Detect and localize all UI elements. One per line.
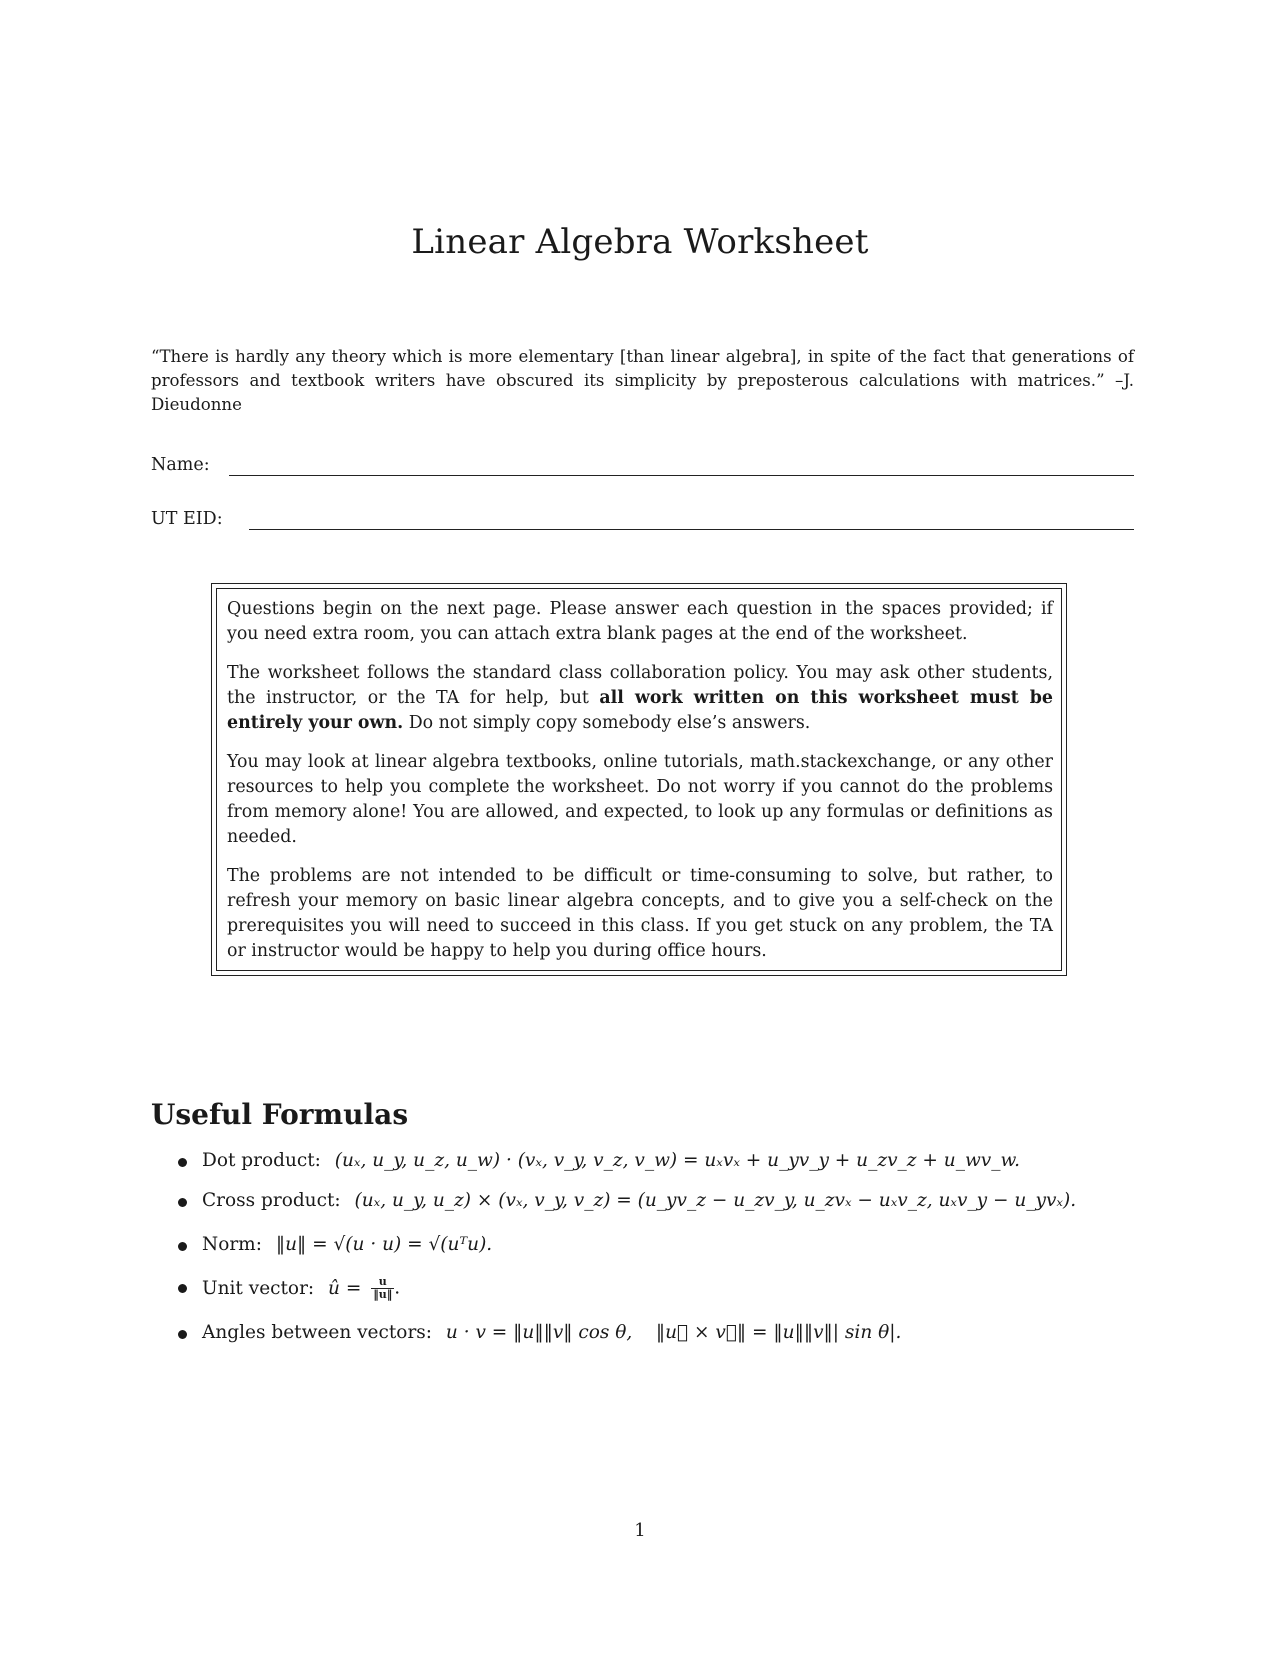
instructions-paragraph-3: You may look at linear algebra textbooks, online tutorials, math.stackexchange, or any other resources to help you complete the worksheet. Do not worry if you cannot do the problems from memory alone! You are allowed, and expected, to look up any formulas or definitions as needed. bbox=[227, 752, 1053, 847]
instructions-box bbox=[211, 583, 1067, 976]
formula-expression: (uₓ, u_y, u_z, u_w) · (vₓ, v_y, v_z, v_w) = uₓvₓ + u_yv_y + u_zv_z + u_wv_w. bbox=[334, 1150, 1021, 1171]
name-field-row bbox=[151, 455, 1134, 485]
formula-expression: û = bbox=[328, 1277, 362, 1299]
instructions-paragraph-2 bbox=[227, 661, 1053, 736]
eid-label: UT EID: bbox=[151, 509, 223, 529]
eid-answer-line[interactable] bbox=[249, 529, 1134, 530]
formula-label: Angles between vectors: bbox=[202, 1322, 433, 1343]
page-title: Linear Algebra Worksheet bbox=[411, 222, 869, 262]
formula-dot-product bbox=[180, 1150, 1020, 1171]
formula-norm bbox=[180, 1234, 492, 1255]
instructions-p2-bold: all work written on this worksheet must be entirely your own. bbox=[227, 688, 1053, 733]
name-answer-line[interactable] bbox=[229, 475, 1134, 476]
section-heading-useful-formulas: Useful Formulas bbox=[151, 1098, 409, 1131]
fraction-numerator: u bbox=[371, 1276, 394, 1289]
instructions-box-inner bbox=[216, 588, 1062, 971]
bullet-icon bbox=[178, 1284, 187, 1293]
eid-field-row bbox=[151, 509, 1134, 539]
instructions-p2-start: The worksheet follows the standard class collaboration policy. You may ask other students, the instructor, or the TA for help, but bbox=[227, 663, 1053, 708]
bullet-icon bbox=[178, 1330, 187, 1339]
formula-expression: ‖u‖ = √(u · u) = √(uᵀu). bbox=[275, 1234, 493, 1255]
instructions-p2-end: Do not simply copy somebody else’s answers. bbox=[403, 713, 811, 733]
formula-label: Norm: bbox=[202, 1234, 262, 1255]
formula-expression: u · v = ‖u‖‖v‖ cos θ, ‖u⃗ × v⃗‖ = ‖u‖‖v‖| sin θ|. bbox=[445, 1322, 902, 1343]
page-number: 1 bbox=[634, 1520, 646, 1541]
formula-expression: (uₓ, u_y, u_z) × (vₓ, v_y, v_z) = (u_yv_z − u_zv_y, u_zvₓ − uₓv_z, uₓv_y − u_yvₓ). bbox=[354, 1190, 1077, 1211]
formula-cross-product bbox=[180, 1190, 1076, 1211]
bullet-icon bbox=[178, 1242, 187, 1251]
epigraph-quote: “There is hardly any theory which is more elementary [than linear algebra], in spite of the fact that generations of professors and textbook writers have obscured its simplicity by preposterous calculations with matrices.” –J. Dieudonne bbox=[151, 347, 1134, 414]
instructions-paragraph-1: Questions begin on the next page. Please answer each question in the spaces provided; if you need extra room, you can attach extra blank pages at the end of the worksheet. bbox=[227, 599, 1053, 644]
formula-angles-between-vectors bbox=[180, 1322, 901, 1343]
formula-unit-vector: Unit vector: û = $\frac{u}{‖u‖}$ . bbox=[180, 1276, 400, 1301]
formula-label: Dot product: bbox=[202, 1150, 321, 1171]
formula-label: Cross product: bbox=[202, 1190, 341, 1211]
instructions-paragraph-4: The problems are not intended to be difficult or time-consuming to solve, but rather, to refresh your memory on basic linear algebra concepts, and to give you a self-check on the prerequisites you will need to succeed in this class. If you get stuck on any problem, the TA or instructor would be happy to help you during office hours. bbox=[227, 866, 1053, 961]
bullet-icon bbox=[178, 1198, 187, 1207]
bullet-icon bbox=[178, 1158, 187, 1167]
name-label: Name: bbox=[151, 455, 210, 475]
unit-vector-fraction bbox=[371, 1276, 394, 1301]
formula-label: Unit vector: bbox=[202, 1277, 315, 1299]
fraction-denominator: ‖u‖ bbox=[373, 1288, 393, 1301]
